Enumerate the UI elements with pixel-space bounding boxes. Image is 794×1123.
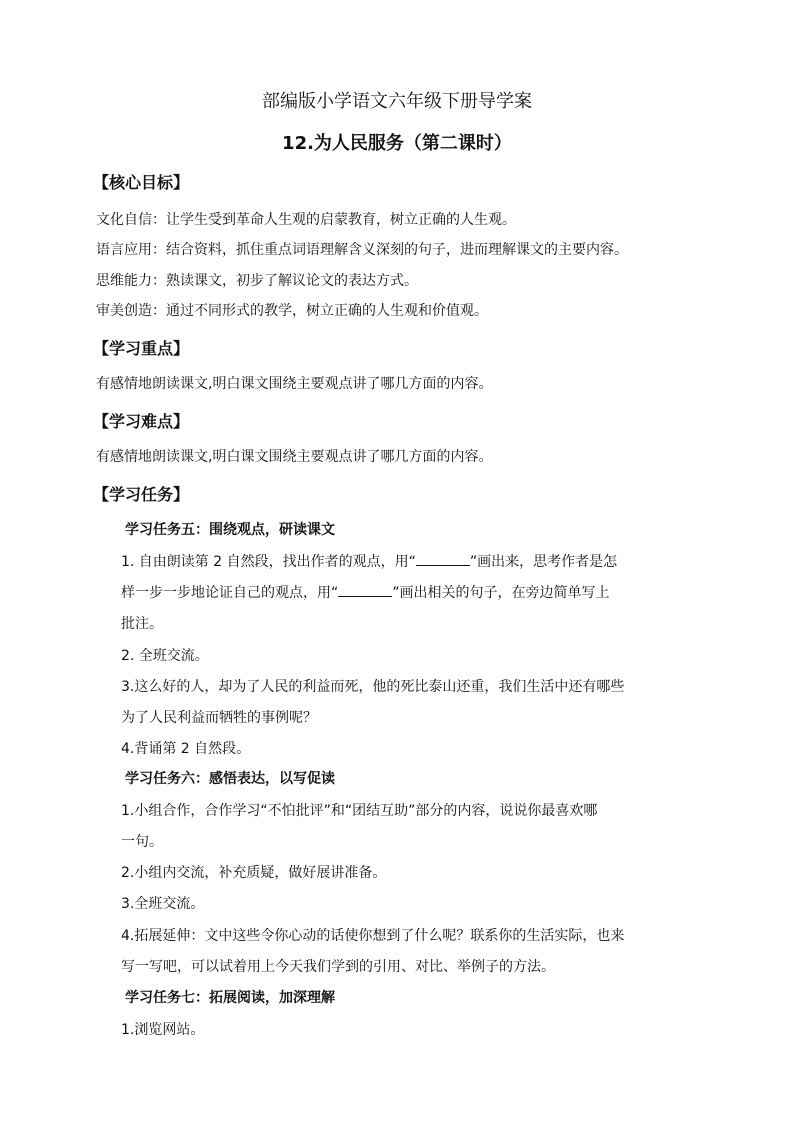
- task5-item1-text-a: 1. 自由朗读第 2 自然段，找出作者的观点，用“: [121, 554, 416, 570]
- task5-title: 学习任务五：围绕观点，研读课文: [125, 522, 335, 538]
- task7-item1: 1.浏览网站。: [121, 1022, 205, 1038]
- goal-line-language: 语言应用：结合资料，抓住重点词语理解含义深刻的句子，进而理解课文的主要内容。: [96, 242, 628, 258]
- task5-item3-line2: 为了人民利益而牺牲的事例呢？: [121, 710, 317, 726]
- task5-item1-text-d: ”画出相关的句子，在旁边简单写上: [392, 585, 610, 601]
- task6-item1-line2: 一句。: [121, 834, 163, 850]
- task5-item4: 4.背诵第 2 自然段。: [121, 741, 251, 757]
- task5-item3-line1: 3.这么好的人，却为了人民的利益而死，他的死比泰山还重，我们生活中还有哪些: [121, 679, 625, 695]
- tasks-heading: 【学习任务】: [93, 485, 190, 504]
- task5-item1-line1: [121, 551, 617, 571]
- task7-title: 学习任务七：拓展阅读，加深理解: [125, 990, 335, 1006]
- key-points-heading: 【学习重点】: [93, 339, 190, 358]
- task5-item1-line2: [121, 582, 610, 602]
- difficulties-heading: 【学习难点】: [93, 412, 190, 431]
- task5-item2: 2. 全班交流。: [121, 648, 209, 664]
- goal-line-culture: 文化自信：让学生受到革命人生观的启蒙教育，树立正确的人生观。: [96, 212, 516, 228]
- task6-item3: 3.全班交流。: [121, 896, 205, 912]
- task6-item1-line1: 1.小组合作，合作学习“不怕批评”和“团结互助”部分的内容，说说你最喜欢哪: [121, 803, 598, 819]
- goals-heading: 【核心目标】: [93, 173, 190, 192]
- task6-title: 学习任务六：感悟表达，以写促读: [125, 771, 335, 787]
- difficulties-text: 有感情地朗读课文,明白课文围绕主要观点讲了哪几方面的内容。: [96, 449, 493, 465]
- lesson-title: 12.为人民服务（第二课时）: [282, 133, 512, 154]
- task6-item4-line1: 4.拓展延伸：文中这些令你心动的话使你想到了什么呢？联系你的生活实际，也来: [121, 928, 625, 944]
- document-title: 部编版小学语文六年级下册导学案: [262, 91, 532, 112]
- task5-item1-text-c: 样一步一步地论证自己的观点，用“: [121, 585, 339, 601]
- task5-item1-line3: 批注。: [121, 616, 163, 632]
- key-points-text: 有感情地朗读课文,明白课文围绕主要观点讲了哪几方面的内容。: [96, 376, 493, 392]
- goal-line-thinking: 思维能力：熟读课文，初步了解议论文的表达方式。: [96, 273, 418, 289]
- answer-blank-wavy: [338, 582, 392, 597]
- answer-blank-underline: [416, 551, 470, 566]
- task5-item1-text-b: ”画出来，思考作者是怎: [469, 554, 618, 570]
- task6-item4-line2: 写一写吧，可以试着用上今天我们学到的引用、对比、举例子的方法。: [121, 959, 555, 975]
- task6-item2: 2.小组内交流，补充质疑，做好展讲准备。: [121, 865, 387, 881]
- goal-line-aesthetic: 审美创造：通过不同形式的教学，树立正确的人生观和价值观。: [96, 303, 488, 319]
